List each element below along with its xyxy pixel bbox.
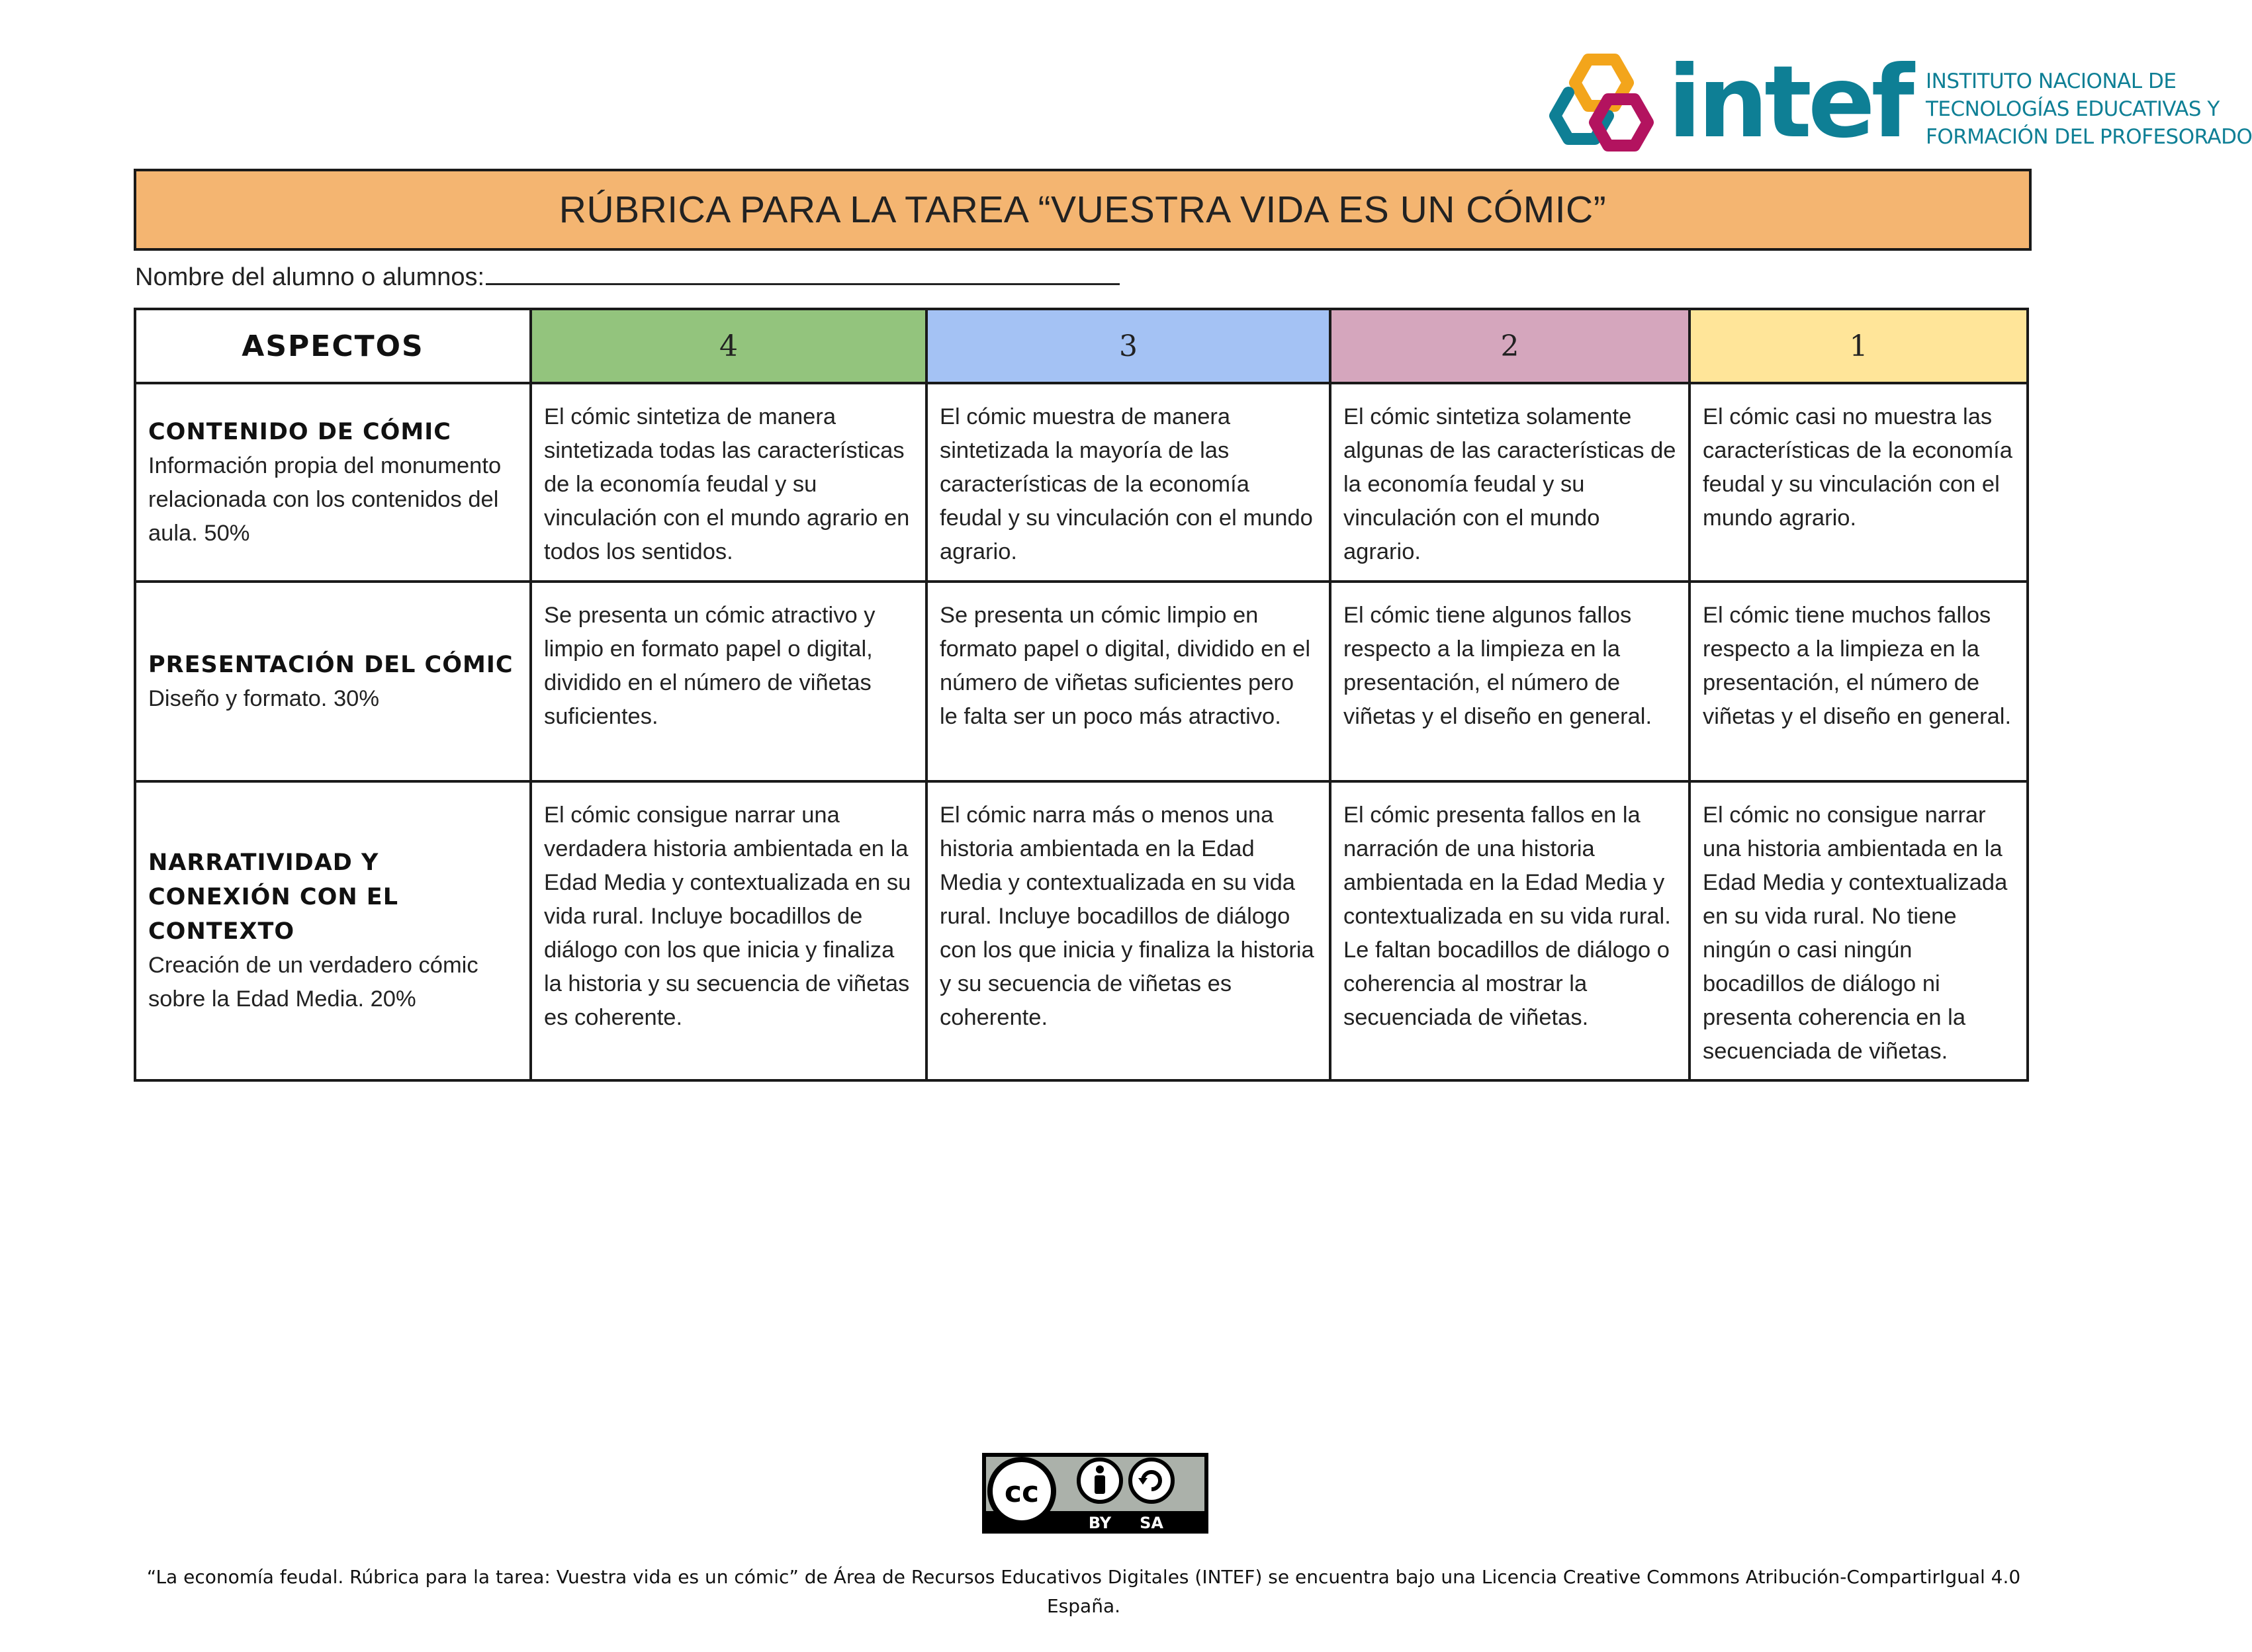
- rubric-row-contenido: [135, 383, 2028, 582]
- criterion-level-4: Se presenta un cómic atractivo y limpio en formato papel o digital, dividido en el número de viñetas suficientes.: [531, 582, 926, 781]
- logo-line-1: INSTITUTO NACIONAL DE: [1926, 69, 2177, 93]
- by-label: BY: [1088, 1514, 1112, 1532]
- rubric-row-narratividad: [135, 781, 2028, 1080]
- logo-line-3: FORMACIÓN DEL PROFESORADO: [1926, 125, 2252, 149]
- license-footer: “La economía feudal. Rúbrica para la tarea: Vuestra vida es un cómic” de Área de Recursos Educativos Digitales (INTEF) se encuentra bajo una Licencia Creative Commons Atribución-CompartirIgual 4.0 España.: [146, 1566, 2021, 1617]
- criterion-level-3: El cómic narra más o menos una historia ambientada en la Edad Media y contextualizada en su vida rural. Incluye bocadillos de diálogo con los que inicia y finaliza la historia y su secuencia de viñetas es coherente.: [926, 781, 1330, 1080]
- aspect-name: NARRATIVIDAD Y CONEXIÓN CON EL CONTEXTO: [148, 849, 399, 945]
- aspect-description: Información propia del monumento relacionada con los contenidos del aula. 50%: [148, 453, 502, 546]
- header-aspects: ASPECTOS: [135, 309, 531, 383]
- criterion-level-2: El cómic tiene algunos fallos respecto a la limpieza en la presentación, el número de viñetas y el diseño en general.: [1330, 582, 1689, 781]
- rubric-row-presentacion: [135, 582, 2028, 781]
- student-name-blank[interactable]: [486, 259, 1120, 285]
- aspect-cell: [135, 582, 531, 781]
- aspect-name: CONTENIDO DE CÓMIC: [148, 418, 451, 445]
- logo-wordmark: intef: [1668, 45, 1911, 160]
- header-level-2: 2: [1330, 309, 1689, 383]
- criterion-level-1: El cómic tiene muchos fallos respecto a la limpieza en la presentación, el número de viñetas y el diseño en general.: [1689, 582, 2028, 781]
- intef-mark-icon: [1542, 46, 1661, 165]
- header-level-4: 4: [531, 309, 926, 383]
- criterion-level-4: El cómic sintetiza de manera sintetizada todas las características de la economía feudal y su vinculación con el mundo agrario en todos los sentidos.: [531, 383, 926, 582]
- criterion-level-1: El cómic no consigue narrar una historia ambientada en la Edad Media y contextualizada en su vida rural. No tiene ningún o casi ningún bocadillos de diálogo ni presenta coherencia en la secuenciada de viñetas.: [1689, 781, 2028, 1080]
- student-name-line: [135, 259, 1120, 293]
- aspect-description: Diseño y formato. 30%: [148, 685, 379, 711]
- criterion-level-4: El cómic consigue narrar una verdadera historia ambientada en la Edad Media y contextualizada en su vida rural. Incluye bocadillos de diálogo con los que inicia y finaliza la historia y su secuencia de viñetas es coherente.: [531, 781, 926, 1080]
- logo-line-2: TECNOLOGÍAS EDUCATIVAS Y: [1926, 97, 2220, 121]
- criterion-level-1: El cómic casi no muestra las características de la economía feudal y su vinculación con el mundo agrario.: [1689, 383, 2028, 582]
- logo-institution-name: [1926, 67, 2252, 151]
- aspect-name: PRESENTACIÓN DEL CÓMIC: [148, 651, 514, 678]
- rubric-table: [134, 308, 2029, 1082]
- aspect-cell: [135, 383, 531, 582]
- title-bar: [134, 169, 2032, 251]
- page-title: RÚBRICA PARA LA TAREA “VUESTRA VIDA ES UN CÓMIC”: [559, 189, 1607, 231]
- header-level-1: 1: [1689, 309, 2028, 383]
- intef-logo: [1542, 45, 2252, 165]
- criterion-level-2: El cómic presenta fallos en la narración de una historia ambientada en la Edad Media y contextualizada en su vida rural. Le faltan bocadillos de diálogo o coherencia al mostrar la secuenciada de viñetas.: [1330, 781, 1689, 1080]
- student-name-label: Nombre del alumno o alumnos:: [135, 263, 485, 291]
- cc-label: cc: [1004, 1475, 1040, 1509]
- header-level-3: 3: [926, 309, 1330, 383]
- criterion-level-2: El cómic sintetiza solamente algunas de las características de la economía feudal y su vinculación con el mundo agrario.: [1330, 383, 1689, 582]
- aspect-description: Creación de un verdadero cómic sobre la Edad Media. 20%: [148, 953, 478, 1012]
- aspect-cell: [135, 781, 531, 1080]
- sa-label: SA: [1140, 1514, 1163, 1532]
- criterion-level-3: El cómic muestra de manera sintetizada la mayoría de las características de la economía feudal y su vinculación con el mundo agrario.: [926, 383, 1330, 582]
- cc-by-sa-icon: [982, 1453, 1208, 1534]
- rubric-header-row: [135, 309, 2028, 383]
- criterion-level-3: Se presenta un cómic limpio en formato papel o digital, dividido en el número de viñetas suficientes pero le falta ser un poco más atractivo.: [926, 582, 1330, 781]
